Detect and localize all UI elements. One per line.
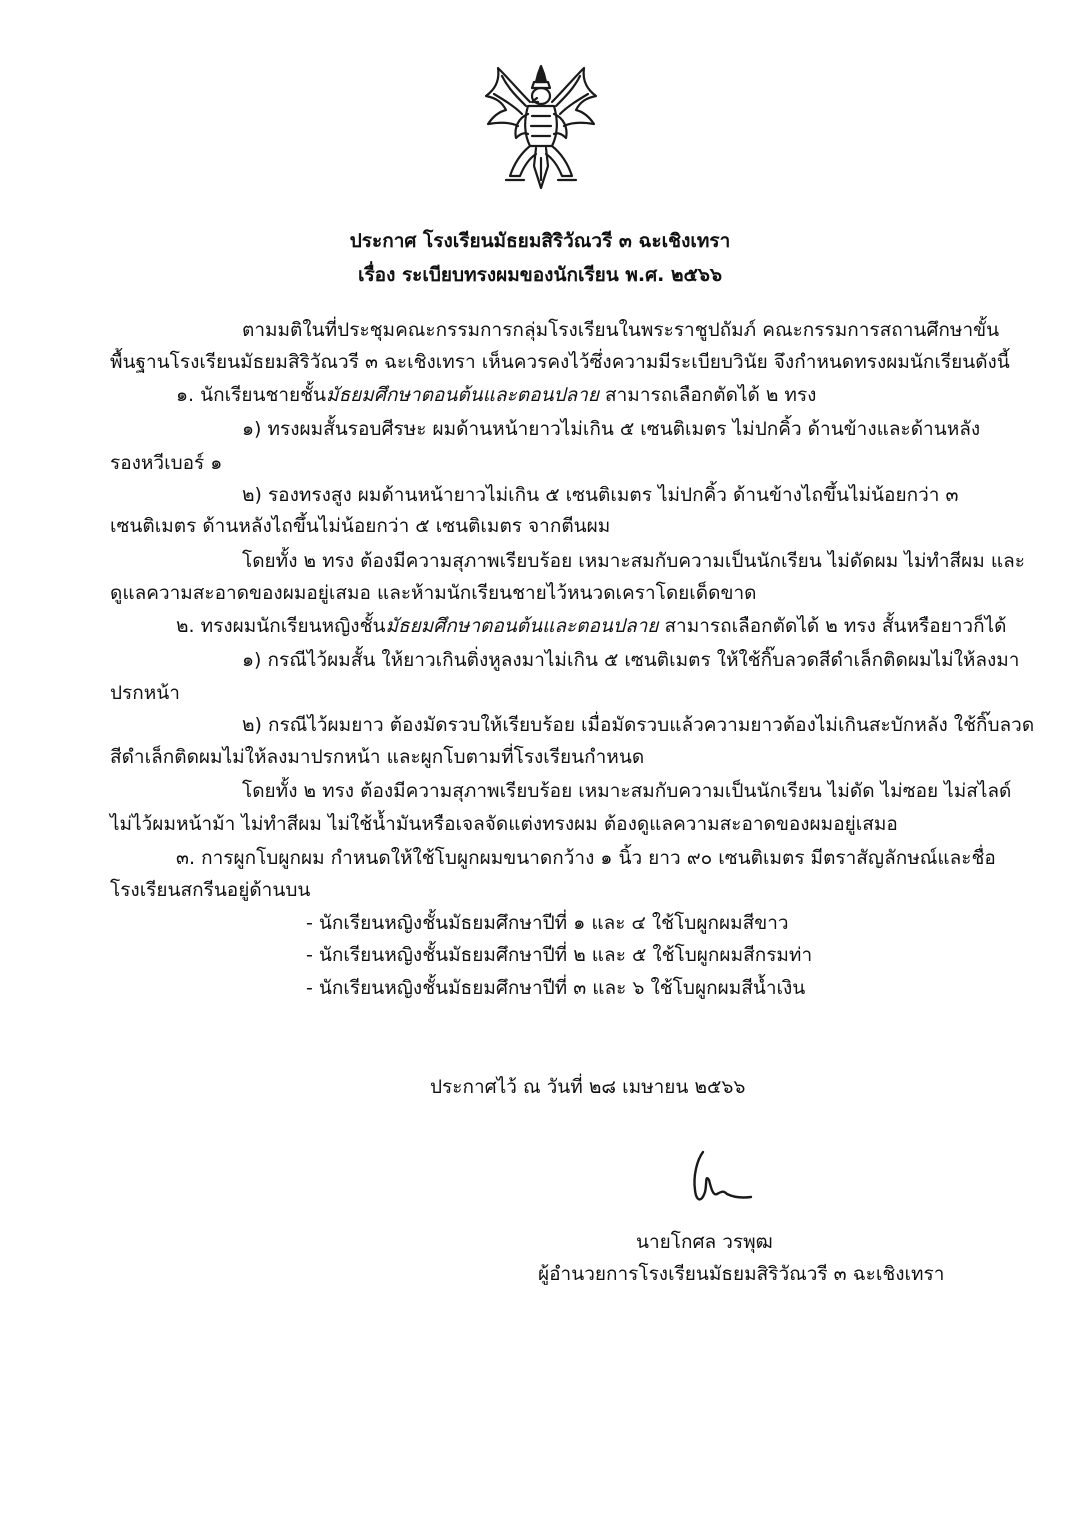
signature-icon [683,1150,753,1212]
section2-heading [176,617,1007,636]
section1-heading-italic: มัธยมศึกษาตอนต้นและตอนปลาย [326,384,599,406]
ribbon-bullet-1: - นักเรียนหญิงชั้นมัธยมศึกษาปีที่ ๑ และ ๔ ใช้โบผูกผมสีขาว [306,912,789,934]
section2-item1-line2: ปรกหน้า [110,682,180,704]
section3-line1: ๓. การผูกโบผูกผม กำหนดให้ใช้โบผูกผมขนาดกว้าง ๑ นิ้ว ยาว ๙๐ เซนติเมตร มีตราสัญลักษณ์และชื่อ [176,847,996,869]
ribbon-bullet-2: - นักเรียนหญิงชั้นมัธยมศึกษาปีที่ ๒ และ ๕ ใช้โบผูกผมสีกรมท่า [306,944,813,966]
announcement-subject: เรื่อง ระเบียบทรงผมของนักเรียน พ.ศ. ๒๕๖๖ [357,264,723,286]
intro-line-1: ตามมติในที่ประชุมคณะกรรมการกลุ่มโรงเรียนในพระราชูปถัมภ์ คณะกรรมการสถานศึกษาขั้น [242,319,1000,341]
signer-name: นายโกศล วรพุฒ [636,1231,773,1253]
garuda-emblem-icon [480,62,602,192]
section2-item2-line1: ๒) กรณีไว้ผมยาว ต้องมัดรวบให้เรียบร้อย เมื่อมัดรวบแล้วความยาวต้องไม่เกินสะบักหลัง ใช้กิ๊บลวด [242,714,1035,736]
section2-item1-line1: ๑) กรณีไว้ผมสั้น ให้ยาวเกินติ่งหูลงมาไม่เกิน ๕ เซนติเมตร ให้ใช้กิ๊บลวดสีดำเล็กติดผมไม่ให้ลงมา [242,649,1020,671]
section1-heading [176,386,816,405]
section1-heading-a: ๑. นักเรียนชายชั้น [176,384,327,406]
section2-heading-italic: มัธยมศึกษาตอนต้นและตอนปลาย [385,615,659,637]
section1-note-line1: โดยทั้ง ๒ ทรง ต้องมีความสุภาพเรียบร้อย เหมาะสมกับความเป็นนักเรียน ไม่ดัดผม ไม่ทำสีผม และ [242,550,1025,572]
section1-item1-line1: ๑) ทรงผมสั้นรอบศีรษะ ผมด้านหน้ายาวไม่เกิน ๕ เซนติเมตร ไม่ปกคิ้ว ด้านข้างและด้านหลัง [242,418,981,440]
section2-item2-line2: สีดำเล็กติดผมไม่ให้ลงมาปรกหน้า และผูกโบตามที่โรงเรียนกำหนด [110,746,645,768]
section2-heading-a: ๒. ทรงผมนักเรียนหญิงชั้น [176,615,386,637]
section1-item2-line2: เซนติเมตร ด้านหลังไถขึ้นไม่น้อยกว่า ๕ เซนติเมตร จากตีนผม [110,515,611,537]
section2-note-line1: โดยทั้ง ๒ ทรง ต้องมีความสุภาพเรียบร้อย เหมาะสมกับความเป็นนักเรียน ไม่ดัด ไม่ซอย ไม่สไลด์ [242,780,1012,802]
section1-note-line2: ดูแลความสะอาดของผมอยู่เสมอ และห้ามนักเรียนชายไว้หนวดเคราโดยเด็ดขาด [110,582,757,604]
section1-heading-b: สามารถเลือกตัดได้ ๒ ทรง [599,384,817,406]
section2-heading-b: สามารถเลือกตัดได้ ๒ ทรง สั้นหรือยาวก็ได้ [658,615,1007,637]
announcement-title: ประกาศ โรงเรียนมัธยมสิริวัณวรี ๓ ฉะเชิงเทรา [349,230,731,252]
section3-line2: โรงเรียนสกรีนอยู่ด้านบน [110,879,311,901]
section1-item2-line1: ๒) รองทรงสูง ผมด้านหน้ายาวไม่เกิน ๕ เซนติเมตร ไม่ปกคิ้ว ด้านข้างไถขึ้นไม่น้อยกว่า ๓ [242,484,959,506]
intro-line-2: พื้นฐานโรงเรียนมัธยมสิริวัณวรี ๓ ฉะเชิงเทรา เห็นควรคงไว้ซึ่งความมีระเบียบวินัย จึงกำหนดทรงผมนักเรียนดังนี้ [110,351,1010,373]
section2-note-line2: ไม่ไว้ผมหน้าม้า ไม่ทำสีผม ไม่ใช้น้ำมันหรือเจลจัดแต่งทรงผม ต้องดูแลความสะอาดของผมอยู่เสมอ [110,813,898,835]
ribbon-bullet-3: - นักเรียนหญิงชั้นมัธยมศึกษาปีที่ ๓ และ ๖ ใช้โบผูกผมสีน้ำเงิน [306,977,806,999]
announcement-date: ประกาศไว้ ณ วันที่ ๒๘ เมษายน ๒๕๖๖ [430,1076,746,1098]
section1-item1-line2: รองหวีเบอร์ ๑ [110,452,223,474]
signer-title: ผู้อำนวยการโรงเรียนมัธยมสิริวัณวรี ๓ ฉะเชิงเทรา [538,1263,945,1285]
